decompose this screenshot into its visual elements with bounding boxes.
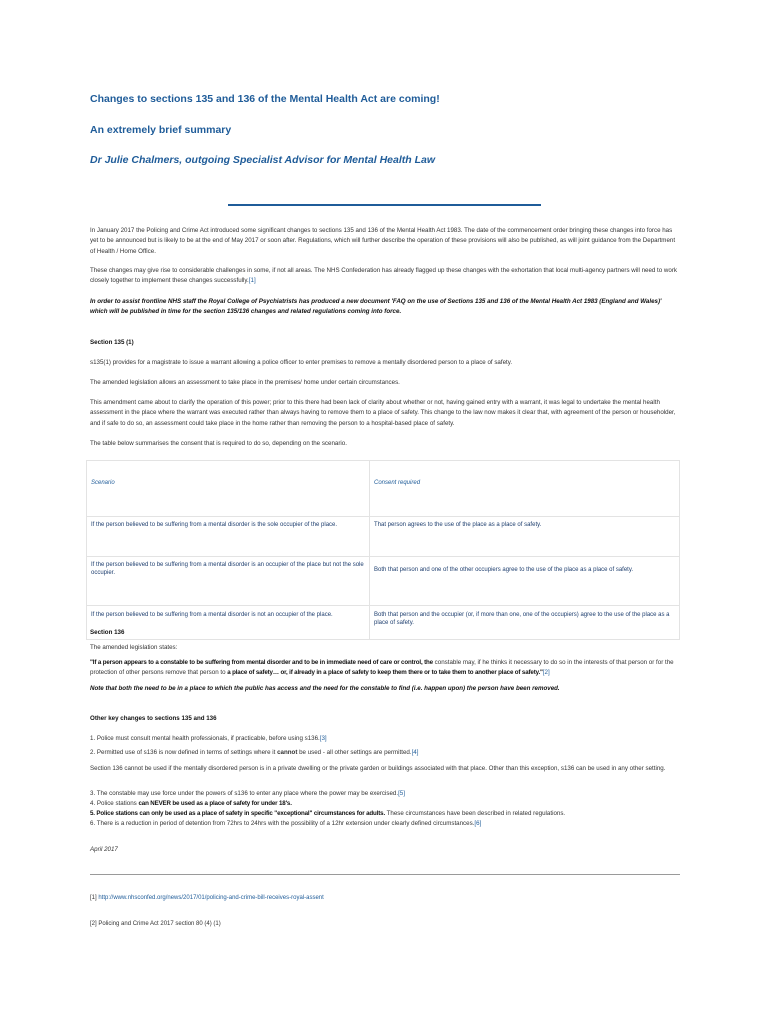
s136-note: Note that both the need to be in a place to which the public has access and the need for the constable to find (i.e. happen upon) the person have been removed. [90, 685, 560, 692]
list-item [90, 748, 680, 758]
table-cell: Both that person and the occupier (or, if more than one, one of the occupiers) agree to the use of the place as a place of safety. [370, 606, 680, 640]
s136-quote-plain: constable may, if he thinks it necessary to do so in the interests of that person or for the protection of other persons remove that person to [90, 659, 674, 677]
list-item-text: 3. The constable may use force under the powers of s136 to enter any place where the power may be exercised. [90, 790, 399, 797]
list-item-text: These circumstances have been described in related regulations. [385, 810, 566, 817]
list-item-bold: can NEVER be used as a place of safety for under 18's. [138, 800, 292, 807]
table-header-scenario: Scenario [87, 461, 370, 517]
list-item [90, 789, 680, 799]
intro-paragraph-3: In order to assist frontline NHS staff the Royal College of Psychiatrists has produced a new document 'FAQ on the use of Sections 135 and 136 of the Mental Health Act 1983 (England and Wales)' which will be published in time for the section 135/136 changes and related regulations coming into force. [90, 298, 662, 316]
list-item [90, 734, 680, 744]
page-subtitle: An extremely brief summary [90, 124, 232, 136]
footnote-1-link[interactable]: http://www.nhsconfed.org/news/2017/01/policing-and-crime-bill-receives-royal-assent [98, 895, 324, 901]
list-item-text: 2. Permitted use of s136 is now defined in terms of settings where it [90, 749, 278, 756]
table-cell: If the person believed to be suffering from a mental disorder is an occupier of the place but not the sole occupier. [87, 557, 370, 606]
author-line: Dr Julie Chalmers, outgoing Specialist Advisor for Mental Health Law [90, 154, 436, 166]
footnote-ref-1[interactable]: [1] [248, 277, 256, 285]
footnote-divider [90, 874, 680, 875]
section-135-heading: Section 135 (1) [90, 339, 134, 346]
list-item-bold: cannot [277, 749, 298, 756]
s135-paragraph-4: The table below summarises the consent that is required to do so, depending on the scenario. [90, 440, 347, 447]
intro-paragraph-2 [90, 266, 680, 287]
list-item-text: 6. There is a reduction in period of detention from 72hrs to 24hrs with the possibility of a 12hr extension under clearly defined circumstances. [90, 820, 475, 827]
footnote-ref-3[interactable]: [3] [319, 735, 327, 742]
table-header-row [87, 461, 680, 517]
page-title: Changes to sections 135 and 136 of the Mental Health Act are coming! [90, 93, 440, 105]
s136-paragraph-1: The amended legislation states: [90, 644, 178, 651]
footnote-1 [90, 895, 324, 901]
footnote-2: [2] Policing and Crime Act 2017 section 80 (4) (1) [90, 921, 221, 927]
section-136-heading: Section 136 [90, 629, 125, 636]
list-item [90, 799, 680, 809]
consent-table [86, 460, 680, 640]
s136-quote [90, 658, 680, 679]
s135-paragraph-1: s135(1) provides for a magistrate to issue a warrant allowing a police officer to enter premises to remove a mentally disordered person to a place of safety. [90, 359, 513, 366]
footnote-ref-5[interactable]: [5] [398, 790, 405, 797]
list-item-text: 1. Police must consult mental health professionals, if practicable, before using s136. [90, 735, 320, 742]
table-row [87, 557, 680, 606]
list-item [90, 819, 680, 829]
other-changes-heading: Other key changes to sections 135 and 136 [90, 715, 217, 722]
list-item-bold: 5. Police stations can only be used as a place of safety in specific "exceptional" circumstances for adults. [90, 810, 386, 817]
table-cell: If the person believed to be suffering from a mental disorder is not an occupier of the place. [87, 606, 370, 640]
intro-paragraph-2-text: These changes may give rise to considerable challenges in some, if not all areas. The NHS Confederation has already flagged up these changes with the exhortation that local multi-agency partners will need to work closely together to implement these changes successfully. [90, 267, 677, 285]
list-item [90, 809, 680, 819]
intro-paragraph-1: In January 2017 the Policing and Crime Act introduced some significant changes to sections 135 and 136 of the Mental Health Act 1983. The date of the commencement order bringing these changes into force has yet to be announced but is likely to be at the end of May 2017 or soon after. Regulations, which will further describe the operation of these provisions will also be published, as will joint guidance from the Department of Health / Home Office. [90, 227, 676, 255]
footnote-ref-4[interactable]: [4] [411, 749, 419, 756]
s135-paragraph-3: This amendment came about to clarify the operation of this power; prior to this there had been lack of clarity about whether or not, having gained entry with a warrant, it was legal to undertake the mental health assessment in the place where the warrant was executed rather than always having to remove them to a place of safety. This change to the law now makes it clear that, with agreement of the person or householder, and if safe to do so, an assessment could take place in the home rather than removing the person to a hospital-based place of safety. [90, 399, 676, 427]
footnote-ref-6[interactable]: [6] [474, 820, 482, 827]
title-divider [228, 204, 541, 206]
table-header-consent: Consent required [370, 461, 680, 517]
document-date: April 2017 [90, 846, 118, 853]
table-cell: That person agrees to the use of the place as a place of safety. [370, 517, 680, 557]
table-cell: If the person believed to be suffering from a mental disorder is the sole occupier of the place. [87, 517, 370, 557]
table-row [87, 517, 680, 557]
footnote-1-marker: [1] [90, 895, 97, 901]
footnote-ref-2[interactable]: [2] [542, 669, 550, 677]
list-item-text: 4. Police stations [90, 800, 139, 807]
other-changes-paragraph: Section 136 cannot be used if the mentally disordered person is in a private dwelling or the private garden or buildings associated with that place. Other than this exception, s136 can be used in any other setting. [90, 765, 666, 772]
s136-quote-bold-1: "If a person appears to a constable to be suffering from mental disorder and to be in immediate need of care or control, the [90, 659, 433, 666]
list-item-text: be used - all other settings are permitted. [297, 749, 412, 756]
s135-paragraph-2: The amended legislation allows an assessment to take place in the premises/ home under certain circumstances. [90, 379, 400, 386]
s136-quote-bold-2: a place of safety… or, if already in a place of safety to keep them there or to take them to another place of safety." [227, 669, 543, 677]
table-cell: Both that person and one of the other occupiers agree to the use of the place as a place of safety. [370, 557, 680, 606]
